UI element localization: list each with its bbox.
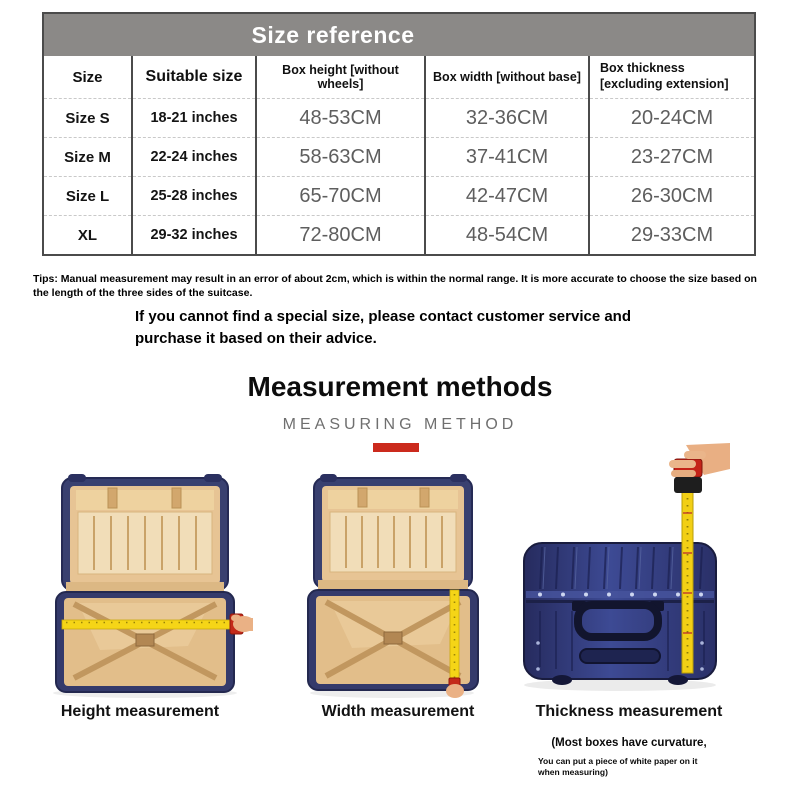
cell-width: 42-47CM: [425, 177, 589, 216]
table-row: [44, 216, 754, 255]
cell-suitable: 22-24 inches: [132, 138, 256, 177]
cell-suitable: 29-32 inches: [132, 216, 256, 255]
thickness-measurement-label: Thickness measurement: [535, 703, 723, 720]
col-header-suitable-size: Suitable size: [132, 56, 256, 99]
table-title-band: [44, 14, 754, 56]
cell-height: 48-53CM: [256, 99, 425, 138]
cell-size: Size S: [44, 99, 132, 138]
cell-size: Size L: [44, 177, 132, 216]
white-paper-note: You can put a piece of white paper on it when measuring): [538, 756, 698, 778]
cell-width: 32-36CM: [425, 99, 589, 138]
cell-size: Size M: [44, 138, 132, 177]
cell-size: XL: [44, 216, 132, 255]
col-header-size: Size: [72, 68, 103, 86]
cell-suitable: 25-28 inches: [132, 177, 256, 216]
special-size-notice: If you cannot find a special size, please contact customer service and purchase it based on their advice.: [135, 308, 632, 347]
curvature-note: (Most boxes have curvature,: [551, 737, 707, 749]
width-measurement-label: Width measurement: [321, 703, 475, 720]
table-title: Size reference: [251, 21, 415, 48]
cell-height: 72-80CM: [256, 216, 425, 255]
size-reference-table: [42, 12, 756, 256]
height-measurement-label: Height measurement: [60, 703, 220, 720]
measuring-method-subtitle: MEASURING METHOD: [282, 416, 518, 433]
cell-suitable: 18-21 inches: [132, 99, 256, 138]
cell-width: 37-41CM: [425, 138, 589, 177]
table-row: [44, 177, 754, 216]
cell-thickness: 20-24CM: [589, 99, 754, 138]
size-table: [44, 56, 754, 254]
header-row: [44, 56, 754, 99]
col-header-box-width: Box width [without base]: [425, 56, 589, 99]
height-measurement-illustration: [38, 468, 253, 698]
cell-height: 65-70CM: [256, 177, 425, 216]
col-header-box-height: Box height [without wheels]: [256, 56, 425, 99]
measurement-methods-title: Measurement methods: [247, 371, 553, 402]
cell-thickness: 29-33CM: [589, 216, 754, 255]
cell-width: 48-54CM: [425, 216, 589, 255]
thickness-measurement-illustration: [520, 443, 730, 693]
table-row: [44, 138, 754, 177]
table-row: [44, 99, 754, 138]
tips-text: Tips: Manual measurement may result in an error of about 2cm, which is within the normal range. It is more accurate to choose the size based on the length of the three sides of the suitcase.: [33, 272, 757, 300]
cell-thickness: 26-30CM: [589, 177, 754, 216]
red-underline-bar: [373, 443, 419, 452]
cell-thickness: 23-27CM: [589, 138, 754, 177]
cell-height: 58-63CM: [256, 138, 425, 177]
width-measurement-illustration: [300, 470, 480, 698]
col-header-box-thickness: Box thickness [excluding extension]: [589, 56, 754, 99]
